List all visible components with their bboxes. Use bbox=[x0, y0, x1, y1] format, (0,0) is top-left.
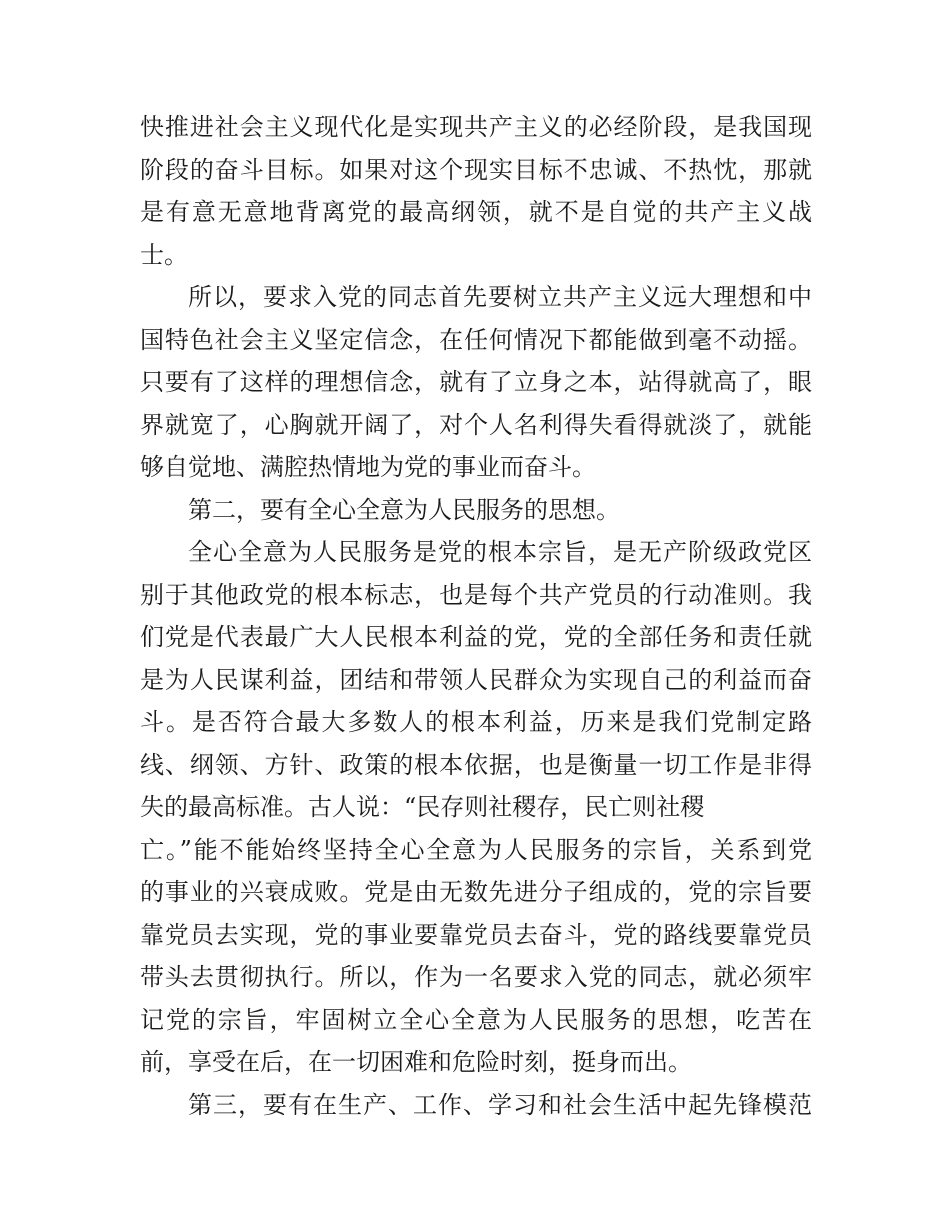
text-line: 是有意无意地背离党的最高纲领，就不是自觉的共产主义战 bbox=[140, 198, 812, 226]
text-line: 第二，要有全心全意为人民服务的思想。 bbox=[188, 495, 620, 524]
text-line: 记党的宗旨，牢固树立全心全意为人民服务的思想，吃苦在 bbox=[140, 1005, 812, 1034]
text-line: 国特色社会主义坚定信念，在任何情况下都能做到毫不动摇。 bbox=[140, 325, 812, 354]
text-line: 靠党员去实现，党的事业要靠党员去奋斗，党的路线要靠党员 bbox=[140, 920, 812, 949]
text-line: 只要有了这样的理想信念，就有了立身之本，站得就高了，眼 bbox=[140, 368, 812, 396]
text-line: 斗。是否符合最大多数人的根本利益，历来是我们党制定路 bbox=[140, 708, 812, 736]
text-line: 所以，要求入党的同志首先要树立共产主义远大理想和中 bbox=[188, 283, 812, 311]
text-line: 的事业的兴衰成败。党是由无数先进分子组成的，党的宗旨要 bbox=[140, 878, 812, 906]
document-body bbox=[140, 106, 812, 1126]
text-line: 别于其他政党的根本标志，也是每个共产党员的行动准则。我 bbox=[140, 580, 812, 609]
text-line: 是为人民谋利益，团结和带领人民群众为实现自己的利益而奋 bbox=[140, 665, 812, 694]
text-line: 第三，要有在生产、工作、学习和社会生活中起先锋模范 bbox=[188, 1090, 812, 1119]
text-line: 前，享受在后，在一切困难和危险时刻，挺身而出。 bbox=[140, 1048, 692, 1076]
text-line: 带头去贯彻执行。所以，作为一名要求入党的同志，就必须牢 bbox=[140, 963, 812, 991]
text-line: 阶段的奋斗目标。如果对这个现实目标不忠诚、不热忱，那就 bbox=[140, 155, 812, 184]
text-line: 士。 bbox=[140, 240, 188, 269]
text-line: 快推进社会主义现代化是实现共产主义的必经阶段，是我国现 bbox=[140, 113, 812, 141]
text-line: 们党是代表最广大人民根本利益的党，党的全部任务和责任就 bbox=[140, 623, 812, 651]
text-line: 线、纲领、方针、政策的根本依据，也是衡量一切工作是非得 bbox=[140, 750, 812, 779]
text-line: 界就宽了，心胸就开阔了，对个人名利得失看得就淡了，就能 bbox=[140, 410, 812, 439]
text-line: 够自觉地、满腔热情地为党的事业而奋斗。 bbox=[140, 453, 596, 481]
text-line: 亡。”能不能始终坚持全心全意为人民服务的宗旨，关系到党 bbox=[140, 835, 812, 864]
text-line: 全心全意为人民服务是党的根本宗旨，是无产阶级政党区 bbox=[188, 538, 812, 566]
text-line: 失的最高标准。古人说：“民存则社稷存，民亡则社稷 bbox=[140, 793, 705, 821]
